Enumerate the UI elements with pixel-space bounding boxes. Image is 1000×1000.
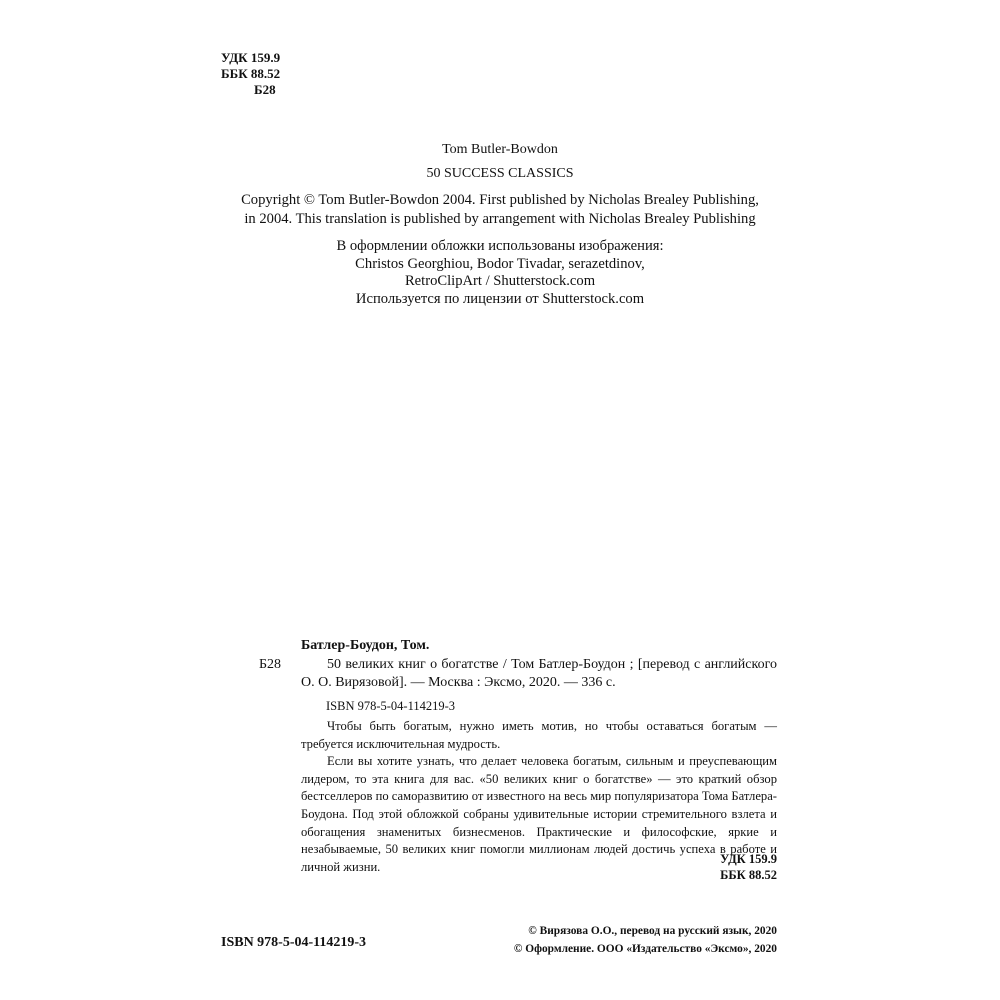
- bib-entry-text: 50 великих книг о богатстве / Том Батлер-Боудон ; [перевод с английского О. О. Вирязовой]. — Москва : Эксмо, 2020. — 336 с.: [301, 657, 777, 690]
- cover-credits-line-4: Используется по лицензии от Shutterstock.com: [355, 290, 645, 307]
- copyright-ru-line-2: © Оформление. ООО «Издательство «Эксмо», 2020: [513, 943, 777, 955]
- bbk-code-bottom: ББК 88.52: [720, 868, 777, 882]
- copyright-ru: [505, 922, 777, 958]
- cover-credits: [0, 238, 1000, 308]
- copyright-notice: [0, 191, 1000, 229]
- udk-code-bottom: УДК 159.9: [720, 852, 777, 866]
- classification-codes-bottom: [640, 851, 777, 883]
- copyright-line-2: in 2004. This translation is published by arrangement with Nicholas Brealey Publishing: [244, 211, 756, 227]
- classification-codes-top: [221, 50, 280, 98]
- original-author: Tom Butler-Bowdon: [442, 142, 558, 157]
- author-mark: Б28: [254, 82, 276, 97]
- cover-credits-line-3: RetroClipArt / Shutterstock.com: [404, 273, 596, 289]
- bib-author-mark: Б28: [259, 657, 282, 672]
- bbk-code: ББК 88.52: [221, 66, 281, 81]
- copyright-ru-line-1: © Вирязова О.О., перевод на русский язык, 2020: [528, 925, 777, 937]
- copyright-line-1: Copyright © Tom Butler-Bowdon 2004. First published by Nicholas Brealey Publishing,: [241, 192, 759, 208]
- cover-credits-line-1: В оформлении обложки использованы изображения:: [336, 238, 664, 254]
- bib-author: Батлер-Боудон, Том.: [301, 638, 430, 653]
- annotation-paragraph-1: Чтобы быть богатым, нужно иметь мотив, но чтобы оставаться богатым — требуется исключительная мудрость.: [301, 719, 777, 751]
- bib-isbn: ISBN 978-5-04-114219-3: [326, 699, 456, 713]
- udk-code: УДК 159.9: [221, 50, 281, 65]
- bib-entry: [301, 656, 777, 692]
- original-title: 50 SUCCESS CLASSICS: [426, 166, 574, 181]
- isbn-bottom: ISBN 978-5-04-114219-3: [221, 935, 367, 950]
- annotation-paragraph-2: Если вы хотите узнать, что делает человека богатым, сильным и преуспевающим лидером, то эта книга для вас. «50 великих книг о богатстве» — это краткий обзор бестселлеров по саморазвитию от известного на весь мир популяризатора Тома Батлера-Боудона. Под этой обложкой собраны удивительные истории стремительного взлета и обогащения знаменитых бизнесменов. Практические и философские, яркие и незабываемые, 50 великих книг помогли миллионам людей достичь успеха в работе и личной жизни.: [301, 754, 777, 874]
- cover-credits-line-2: Christos Georghiou, Bodor Tivadar, serazetdinov,: [355, 255, 645, 272]
